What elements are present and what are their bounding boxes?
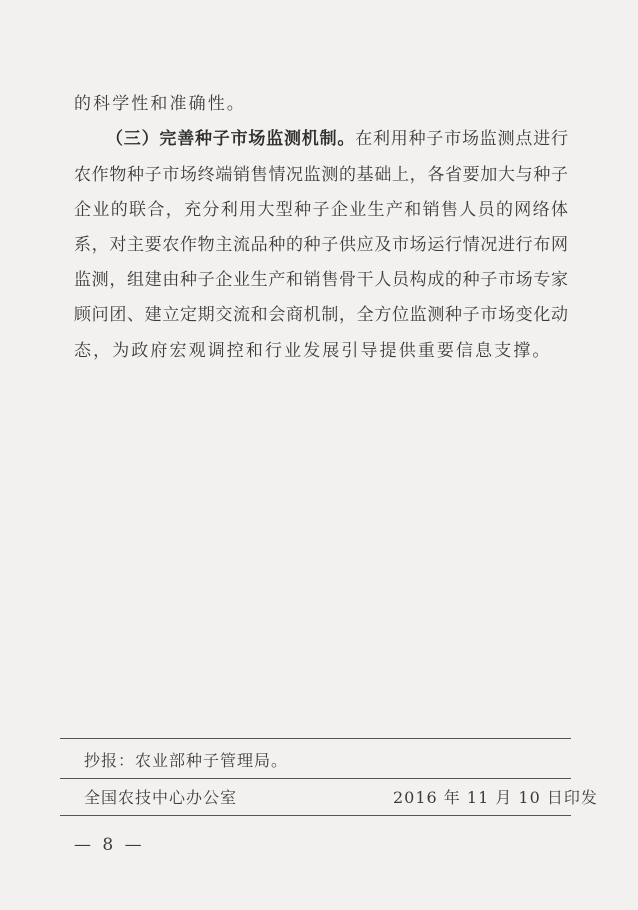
footer-bottom-rule bbox=[60, 815, 571, 816]
body-line-0: 的科学性和准确性。 bbox=[74, 94, 246, 114]
body-line-2: 农作物种子市场终端销售情况监测的基础上，各省要加大与种子 bbox=[74, 165, 568, 185]
cc-line: 抄报：农业部种子管理局。 bbox=[84, 751, 289, 770]
section-heading: （三）完善种子市场监测机制。 bbox=[106, 129, 356, 149]
body-line-5: 监测，组建由种子企业生产和销售骨干人员构成的种子市场专家 bbox=[74, 270, 568, 290]
issue-date: 2016 年 11 月 10 日印发 bbox=[393, 788, 598, 807]
body-line-7: 态，为政府宏观调控和行业发展引导提供重要信息支撑。 bbox=[74, 341, 552, 361]
section-heading-line bbox=[106, 129, 568, 149]
body-line-6: 顾问团、建立定期交流和会商机制，全方位监测种子市场变化动 bbox=[74, 305, 568, 325]
page-number: — 8 — bbox=[74, 835, 145, 855]
issuer: 全国农技中心办公室 bbox=[84, 788, 238, 807]
body-line-3: 企业的联合，充分利用大型种子企业生产和销售人员的网络体 bbox=[74, 200, 568, 220]
footer-middle-rule bbox=[60, 778, 571, 779]
body-line-1: 在利用种子市场监测点进行 bbox=[355, 129, 569, 149]
body-line-4: 系，对主要农作物主流品种的种子供应及市场运行情况进行布网 bbox=[74, 235, 568, 255]
footer-top-rule bbox=[60, 738, 571, 739]
